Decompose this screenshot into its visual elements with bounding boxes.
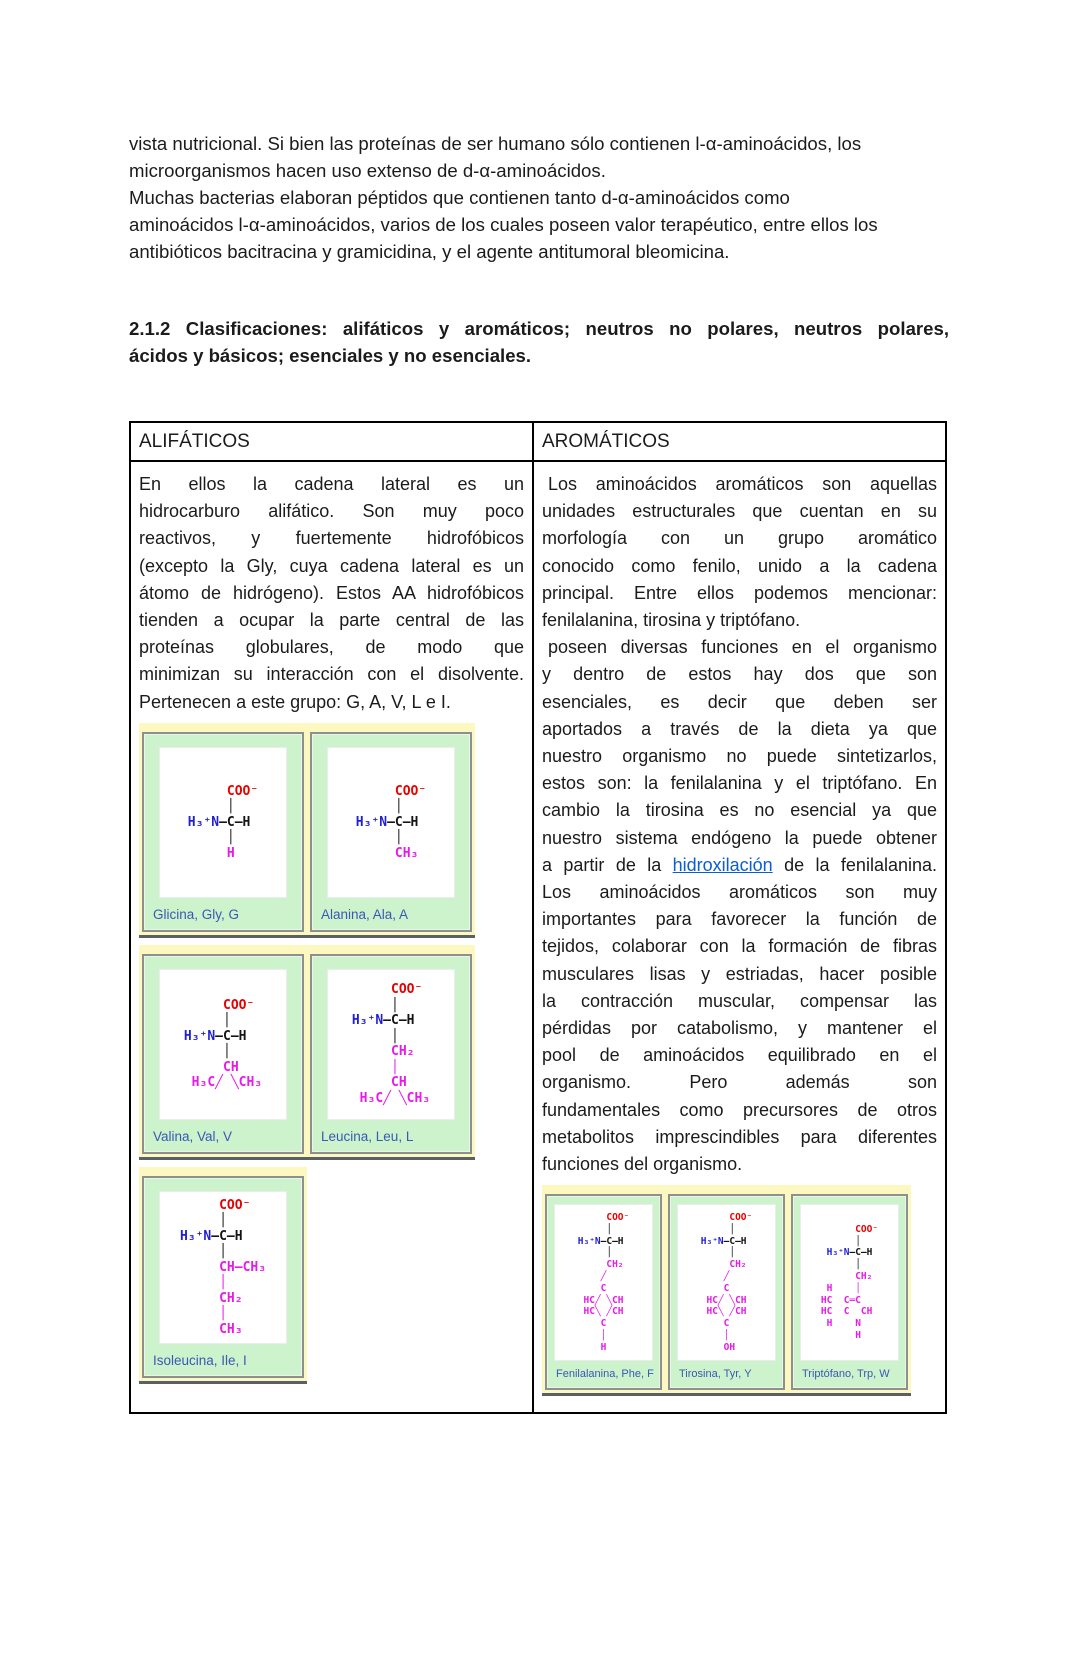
amino-acid-card xyxy=(791,1194,908,1390)
structure-diagram: COO⁻ │ H₃⁺N–C–H │ H xyxy=(159,747,287,898)
text-line: la contracción muscular, compensar las xyxy=(542,990,937,1011)
text-line: minimizan su interacción con el disolvente. xyxy=(139,664,524,685)
column-header-alifaticos: ALIFÁTICOS xyxy=(131,423,534,460)
card-group-aromaticos xyxy=(542,1185,911,1396)
text-line: tejidos, colaborar con la formación de fibras xyxy=(542,936,937,957)
structure-diagram: COO⁻ │ H₃⁺N–C–H │ CH–CH₃ │ CH₂ │ CH₃ xyxy=(159,1191,287,1345)
text-line: esenciales, es decir que deben ser xyxy=(542,691,937,712)
classification-table xyxy=(129,421,947,1414)
text-line: funciones del organismo. xyxy=(542,1154,743,1175)
text-line: morfología con un grupo aromático xyxy=(542,528,937,549)
structure-diagram: COO⁻ │ H₃⁺N–C–H │ CH₂ ╱ C HC╱ ╲CH HC╲ ╱CH C │ OH xyxy=(677,1204,776,1361)
heading-line: ácidos y básicos; esenciales y no esenciales. xyxy=(129,345,532,366)
text-line: Pertenecen a este grupo: G, A, V, L e I. xyxy=(139,691,451,712)
aromaticos-cell xyxy=(534,462,945,1412)
table-body-row xyxy=(131,462,945,1412)
text-line: vista nutricional. Si bien las proteínas de ser humano sólo contienen l-α-aminoácidos, los xyxy=(129,133,862,154)
text-line: reactivos, y fuertemente hidrofóbicos xyxy=(139,528,524,549)
text-line: cambio la tirosina es no esencial ya que xyxy=(542,800,937,821)
amino-acid-card xyxy=(310,954,472,1154)
card-group-glicina-alanina xyxy=(139,723,475,938)
amino-acid-caption: Alanina, Ala, A xyxy=(321,906,409,922)
text-line: antibióticos bacitracina y gramicidina, y el agente antitumoral bleomicina. xyxy=(129,241,730,262)
text-line: nuestro organismo no puede sintetizarlos, xyxy=(542,746,937,767)
text-line: aportados a través de la dieta ya que xyxy=(542,718,937,739)
amino-acid-caption: Leucina, Leu, L xyxy=(321,1128,414,1144)
amino-acid-card xyxy=(142,732,304,932)
structure-diagram: COO⁻ │ H₃⁺N–C–H │ CH₂ ╱ C HC╱ ╲CH HC╲ ╱CH C │ H xyxy=(554,1204,653,1361)
text-line-with-link xyxy=(542,852,937,879)
text-line: poseen diversas funciones en el organismo xyxy=(548,637,937,658)
text-line: y dentro de estos hay dos que son xyxy=(542,664,937,685)
alifaticos-cell xyxy=(131,462,534,1412)
amino-acid-caption: Isoleucina, Ile, I xyxy=(153,1353,247,1369)
document-page xyxy=(129,130,949,1414)
text-line: tienden a ocupar la parte central de las xyxy=(139,610,524,631)
text-line: principal. Entre ellos podemos mencionar: xyxy=(542,582,937,603)
card-group-valina-leucina xyxy=(139,945,475,1160)
amino-acid-card xyxy=(668,1194,785,1390)
text-line: musculares lisas y estriadas, hacer posible xyxy=(542,963,937,984)
text-line: estos son: la fenilalanina y el triptófano. En xyxy=(542,773,937,794)
text-line: fenilalanina, tirosina y triptófano. xyxy=(542,610,801,631)
text-line: organismo. Pero además son xyxy=(542,1072,937,1093)
text-line: importantes para favorecer la función de xyxy=(542,909,937,930)
amino-acid-caption: Tirosina, Tyr, Y xyxy=(679,1368,752,1381)
hidroxilacion-link[interactable]: hidroxilación xyxy=(672,854,773,875)
text-line: Muchas bacterias elaboran péptidos que contienen tanto d-α-aminoácidos como xyxy=(129,187,790,208)
amino-acid-card xyxy=(142,954,304,1154)
link-line-post: de la fenilalanina. xyxy=(772,854,937,875)
amino-acid-caption: Fenilalanina, Phe, F xyxy=(556,1368,654,1381)
structure-diagram: COO⁻ │ H₃⁺N–C–H │ CH₂ │ CH H₃C╱ ╲CH₃ xyxy=(327,969,455,1120)
text-line: proteínas globulares, de modo que xyxy=(139,637,524,658)
section-heading xyxy=(129,315,949,369)
text-line: (excepto la Gly, cuya cadena lateral es un xyxy=(139,555,524,576)
column-header-aromaticos: AROMÁTICOS xyxy=(542,431,670,452)
amino-acid-card xyxy=(310,732,472,932)
text-line: átomo de hidrógeno). Estos AA hidrofóbicos xyxy=(139,582,524,603)
text-line: microorganismos hacen uso extenso de d-α-aminoácidos. xyxy=(129,160,606,181)
text-line: fundamentales como precursores de otros xyxy=(542,1099,937,1120)
text-line: conocido como fenilo, unido a la cadena xyxy=(542,555,937,576)
text-line: pérdidas por catabolismo, y mantener el xyxy=(542,1018,937,1039)
amino-acid-caption: Triptófano, Trp, W xyxy=(802,1368,890,1381)
amino-acid-card xyxy=(142,1176,304,1379)
heading-line: 2.1.2 Clasificaciones: alifáticos y aromáticos; neutros no polares, neutros polares, xyxy=(129,318,949,339)
table-header-row xyxy=(131,423,945,462)
text-line: aminoácidos l-α-aminoácidos, varios de los cuales poseen valor terapéutico, entre ellos los xyxy=(129,214,878,235)
amino-acid-caption: Glicina, Gly, G xyxy=(153,906,240,922)
structure-diagram: COO⁻ │ H₃⁺N–C–H │ CH₂ H │ HC C═C HC C CH H N H xyxy=(800,1204,899,1361)
text-line: unidades estructurales que cuentan en su xyxy=(542,501,937,522)
structure-diagram: COO⁻ │ H₃⁺N–C–H │ CH H₃C╱ ╲CH₃ xyxy=(159,969,287,1120)
link-line-pre: a partir de la xyxy=(542,854,673,875)
text-line: En ellos la cadena lateral es un xyxy=(139,474,524,494)
intro-paragraphs xyxy=(129,130,949,265)
card-group-isoleucina xyxy=(139,1167,307,1385)
text-line: Los aminoácidos aromáticos son muy xyxy=(542,882,937,903)
text-line: pool de aminoácidos equilibrado en el xyxy=(542,1045,937,1066)
text-line: Los aminoácidos aromáticos son aquellas xyxy=(548,474,937,494)
amino-acid-caption: Valina, Val, V xyxy=(153,1128,233,1144)
text-line: metabolitos imprescindibles para diferentes xyxy=(542,1126,937,1147)
text-line: nuestro sistema endógeno la puede obtener xyxy=(542,827,937,848)
text-line: hidrocarburo alifático. Son muy poco xyxy=(139,501,524,522)
amino-acid-card xyxy=(545,1194,662,1390)
structure-diagram: COO⁻ │ H₃⁺N–C–H │ CH₃ xyxy=(327,747,455,898)
